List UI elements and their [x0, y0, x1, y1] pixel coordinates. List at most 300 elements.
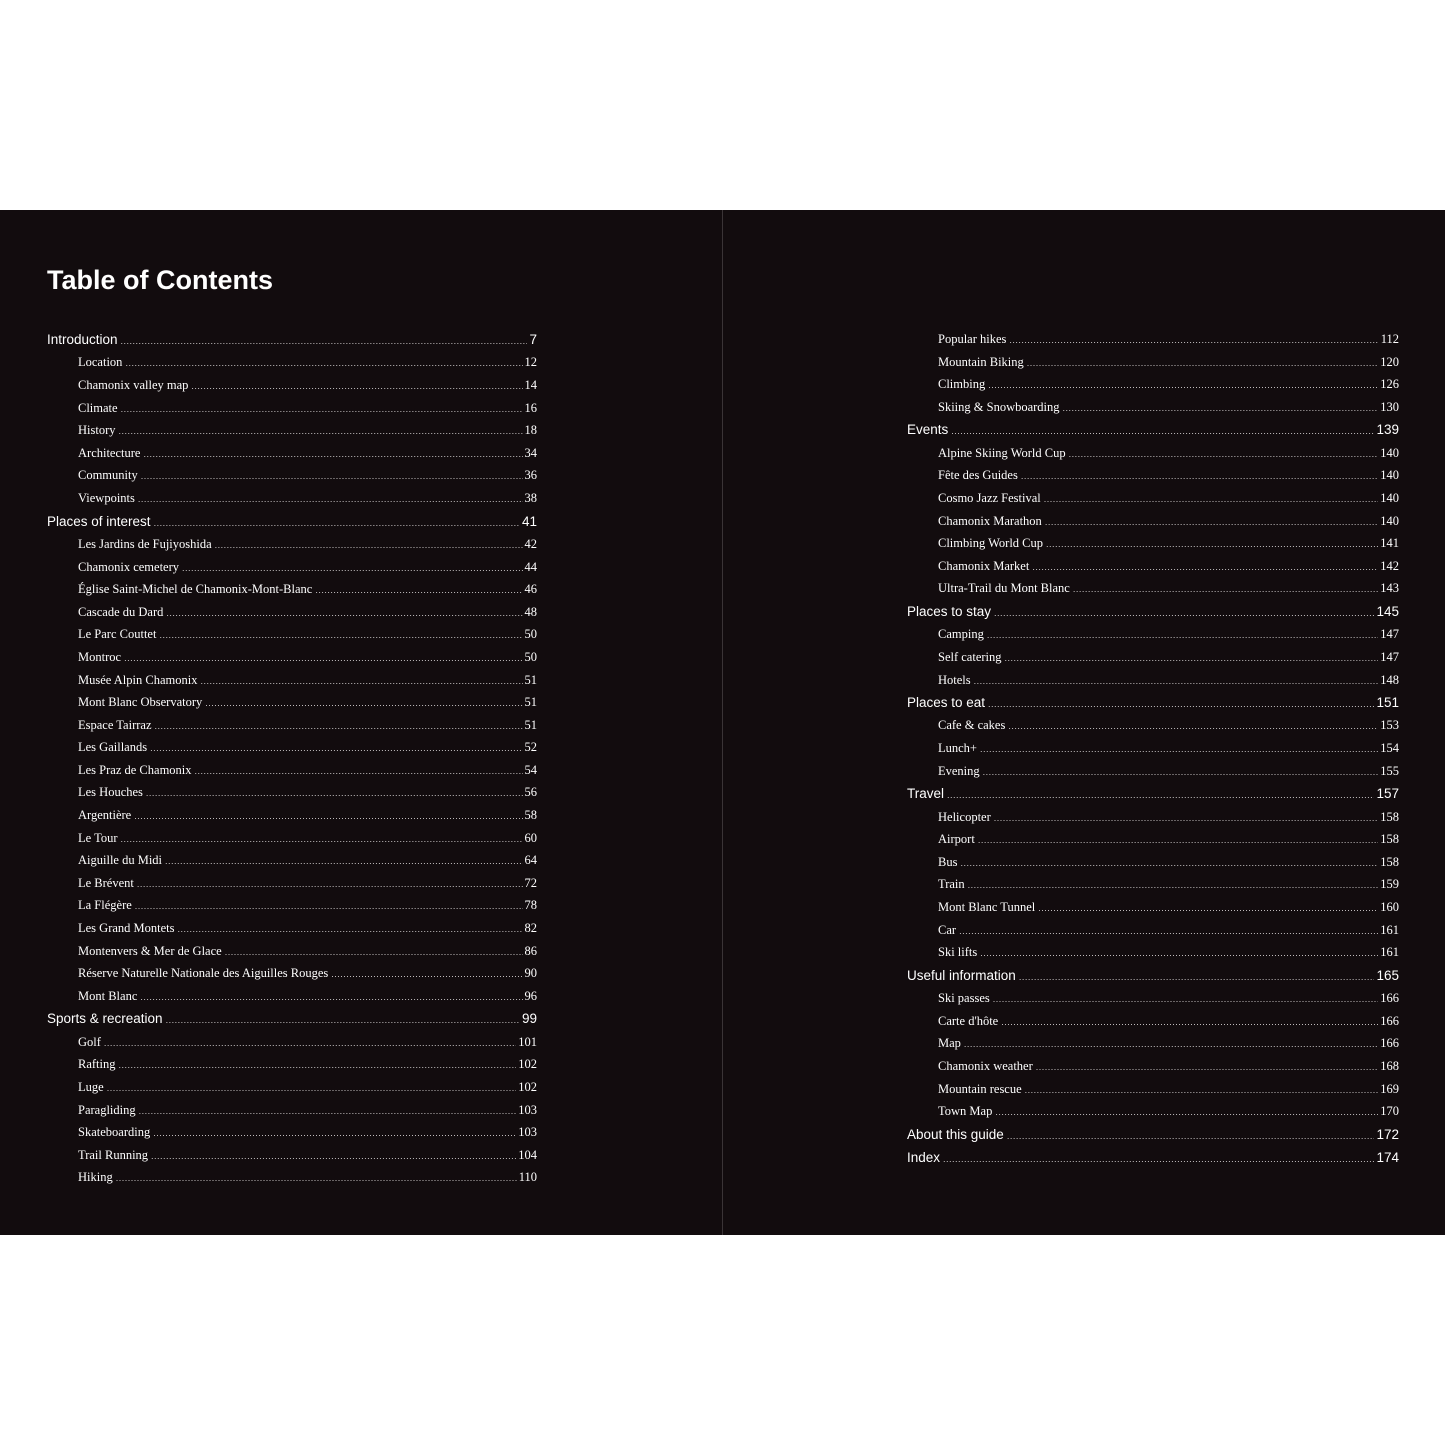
toc-entry-page: 169 — [1380, 1081, 1399, 1096]
dot-leader — [331, 969, 522, 979]
dot-leader — [1069, 449, 1379, 459]
toc-entry-label: Mont Blanc — [78, 988, 138, 1003]
dot-leader — [165, 856, 522, 866]
dot-leader — [154, 518, 520, 528]
toc-subentry[interactable] — [47, 898, 537, 921]
toc-entry-label: Alpine Skiing World Cup — [938, 445, 1066, 460]
toc-section-entry[interactable] — [907, 1127, 1399, 1150]
dot-leader — [107, 1083, 517, 1093]
toc-entry-page: 158 — [1380, 854, 1399, 869]
dot-leader — [134, 811, 522, 821]
toc-subentry[interactable] — [907, 1059, 1399, 1082]
toc-entry-page: 18 — [524, 423, 537, 438]
toc-entry-label: Rafting — [78, 1057, 116, 1072]
dot-leader — [121, 336, 528, 346]
toc-subentry[interactable] — [47, 763, 537, 786]
toc-entry-page: 142 — [1380, 558, 1399, 573]
toc-subentry[interactable] — [907, 991, 1399, 1014]
toc-entry-label: Evening — [938, 763, 980, 778]
toc-entry-page: 51 — [524, 672, 537, 687]
toc-entry-label: Mont Blanc Observatory — [78, 695, 203, 710]
toc-entry-label: Skiing & Snowboarding — [938, 399, 1060, 414]
toc-entry-label: Location — [78, 355, 123, 370]
dot-leader — [1005, 653, 1379, 663]
dot-leader — [151, 1151, 516, 1161]
toc-entry-page: 46 — [524, 582, 537, 597]
toc-right-column — [907, 332, 1399, 1174]
toc-subentry[interactable] — [47, 537, 537, 560]
toc-section-entry[interactable] — [907, 1150, 1399, 1173]
toc-section-entry[interactable] — [907, 695, 1399, 718]
toc-subentry[interactable] — [47, 605, 537, 628]
dot-leader — [139, 1106, 517, 1116]
dot-leader — [994, 608, 1374, 618]
toc-subentry[interactable] — [47, 627, 537, 650]
toc-entry-label: Events — [907, 422, 949, 438]
toc-entry-page: 143 — [1380, 581, 1399, 596]
toc-entry-page: 14 — [524, 377, 537, 392]
dot-leader — [1063, 403, 1379, 413]
dot-leader — [116, 1173, 517, 1183]
dot-leader — [315, 585, 522, 595]
toc-subentry[interactable] — [47, 401, 537, 424]
toc-entry-page: 168 — [1380, 1058, 1399, 1073]
toc-entry-page: 103 — [518, 1125, 537, 1140]
dot-leader — [951, 426, 1374, 436]
toc-entry-page: 158 — [1380, 809, 1399, 824]
toc-subentry[interactable] — [47, 1125, 537, 1148]
toc-left-column — [47, 332, 537, 1193]
toc-entry-label: Skateboarding — [78, 1125, 151, 1140]
toc-entry-label: Places to eat — [907, 695, 986, 711]
toc-subentry[interactable] — [47, 468, 537, 491]
dot-leader — [947, 790, 1374, 800]
toc-entry-label: Le Brévent — [78, 875, 134, 890]
toc-entry-page: 41 — [521, 513, 537, 529]
toc-entry-page: 7 — [529, 332, 537, 347]
toc-entry-label: Argentière — [78, 808, 132, 823]
toc-entry-page: 166 — [1380, 1036, 1399, 1051]
toc-entry-page: 56 — [524, 785, 537, 800]
toc-subentry[interactable] — [907, 923, 1399, 946]
toc-entry-label: Les Gaillands — [78, 740, 148, 755]
toc-entry-label: Golf — [78, 1034, 101, 1049]
toc-entry-page: 103 — [518, 1102, 537, 1117]
toc-entry-page: 159 — [1380, 877, 1399, 892]
dot-leader — [993, 994, 1379, 1004]
dot-leader — [988, 380, 1378, 390]
dot-leader — [974, 676, 1379, 686]
toc-entry-label: Le Tour — [78, 830, 118, 845]
toc-subentry[interactable] — [907, 1014, 1399, 1037]
dot-leader — [121, 834, 523, 844]
toc-subentry[interactable] — [47, 1103, 537, 1126]
toc-subentry[interactable] — [907, 627, 1399, 650]
toc-subentry[interactable] — [47, 853, 537, 876]
toc-subentry[interactable] — [47, 673, 537, 696]
toc-entry-page: 161 — [1380, 922, 1399, 937]
dot-leader — [980, 744, 1378, 754]
toc-subentry[interactable] — [47, 423, 537, 446]
dot-leader — [983, 767, 1379, 777]
toc-entry-label: Climbing World Cup — [938, 536, 1044, 551]
toc-subentry[interactable] — [47, 876, 537, 899]
toc-entry-page: 54 — [524, 762, 537, 777]
toc-entry-page: 151 — [1376, 695, 1399, 711]
toc-entry-label: Paragliding — [78, 1102, 136, 1117]
toc-entry-label: Popular hikes — [938, 332, 1007, 346]
toc-entry-page: 126 — [1380, 377, 1399, 392]
toc-entry-page: 148 — [1380, 672, 1399, 687]
toc-entry-label: Useful information — [907, 967, 1016, 983]
toc-subentry[interactable] — [47, 1170, 537, 1193]
dot-leader — [995, 1107, 1378, 1117]
dot-leader — [166, 608, 522, 618]
toc-subentry[interactable] — [47, 1148, 537, 1171]
dot-leader — [159, 630, 522, 640]
dot-leader — [1046, 539, 1378, 549]
toc-entry-label: Bus — [938, 854, 958, 869]
toc-entry-page: 16 — [524, 400, 537, 415]
toc-entry-label: Les Houches — [78, 785, 143, 800]
toc-entry-label: Cafe & cakes — [938, 718, 1006, 733]
toc-subentry[interactable] — [47, 831, 537, 854]
dot-leader — [121, 404, 523, 414]
toc-subentry[interactable] — [47, 740, 537, 763]
toc-subentry[interactable] — [47, 491, 537, 514]
toc-entry-label: Introduction — [47, 332, 118, 347]
toc-subentry[interactable] — [907, 332, 1399, 355]
book-spread — [0, 210, 1445, 1235]
toc-entry-page: 141 — [1380, 536, 1399, 551]
toc-entry-label: Mountain rescue — [938, 1081, 1022, 1096]
toc-entry-label: Espace Tairraz — [78, 717, 152, 732]
toc-subentry[interactable] — [47, 921, 537, 944]
toc-entry-page: 104 — [518, 1147, 537, 1162]
toc-entry-label: Réserve Naturelle Nationale des Aiguilles Rouges — [78, 966, 329, 981]
toc-entry-page: 145 — [1376, 603, 1399, 619]
toc-entry-label: Places to stay — [907, 603, 992, 619]
toc-entry-page: 161 — [1380, 945, 1399, 960]
toc-entry-label: Chamonix weather — [938, 1058, 1033, 1073]
toc-entry-label: Montenvers & Mer de Glace — [78, 943, 222, 958]
toc-entry-label: Chamonix cemetery — [78, 559, 180, 574]
dot-leader — [178, 924, 523, 934]
toc-subentry[interactable] — [907, 650, 1399, 673]
dot-leader — [225, 947, 523, 957]
toc-entry-label: Community — [78, 468, 138, 483]
dot-leader — [1001, 1017, 1378, 1027]
dot-leader — [138, 494, 523, 504]
dot-leader — [155, 721, 523, 731]
toc-entry-page: 165 — [1376, 967, 1399, 983]
dot-leader — [978, 835, 1378, 845]
toc-entry-label: Ski lifts — [938, 945, 978, 960]
toc-entry-page: 140 — [1380, 468, 1399, 483]
toc-section-entry[interactable] — [907, 422, 1399, 445]
toc-entry-page: 78 — [524, 898, 537, 913]
dot-leader — [125, 358, 522, 368]
toc-entry-page: 140 — [1380, 490, 1399, 505]
toc-subentry[interactable] — [907, 673, 1399, 696]
toc-subentry[interactable] — [907, 491, 1399, 514]
dot-leader — [994, 813, 1378, 823]
toc-entry-label: Travel — [907, 786, 945, 802]
dot-leader — [1027, 358, 1378, 368]
toc-entry-label: Car — [938, 922, 957, 937]
dot-leader — [141, 471, 523, 481]
toc-entry-label: Mountain Biking — [938, 354, 1024, 369]
toc-subentry[interactable] — [47, 989, 537, 1012]
toc-entry-page: 82 — [524, 921, 537, 936]
dot-leader — [119, 426, 523, 436]
toc-entry-label: Town Map — [938, 1104, 993, 1119]
dot-leader — [146, 788, 523, 798]
dot-leader — [150, 743, 522, 753]
dot-leader — [1008, 721, 1378, 731]
toc-subentry[interactable] — [47, 355, 537, 378]
toc-entry-page: 72 — [524, 875, 537, 890]
toc-entry-label: Ski passes — [938, 991, 990, 1006]
toc-entry-page: 51 — [524, 717, 537, 732]
toc-entry-page: 174 — [1376, 1150, 1399, 1166]
toc-entry-label: Aiguille du Midi — [78, 853, 163, 868]
dot-leader — [195, 766, 523, 776]
toc-entry-page: 166 — [1380, 1013, 1399, 1028]
toc-entry-page: 120 — [1380, 354, 1399, 369]
dot-leader — [1019, 972, 1375, 982]
dot-leader — [987, 630, 1378, 640]
toc-entry-label: Chamonix valley map — [78, 377, 189, 392]
toc-entry-label: Chamonix Market — [938, 558, 1030, 573]
toc-subentry[interactable] — [907, 468, 1399, 491]
dot-leader — [153, 1128, 516, 1138]
toc-entry-label: Helicopter — [938, 809, 991, 824]
toc-entry-page: 52 — [524, 740, 537, 755]
toc-entry-page: 50 — [524, 627, 537, 642]
dot-leader — [1025, 1085, 1379, 1095]
toc-subentry[interactable] — [907, 900, 1399, 923]
toc-entry-label: Les Grand Montets — [78, 921, 175, 936]
dot-leader — [1038, 903, 1378, 913]
toc-entry-label: Mont Blanc Tunnel — [938, 900, 1036, 915]
toc-subentry[interactable] — [47, 650, 537, 673]
dot-leader — [943, 1154, 1374, 1164]
toc-subentry[interactable] — [47, 808, 537, 831]
page-title: Table of Contents — [47, 265, 273, 295]
toc-entry-page: 60 — [524, 830, 537, 845]
toc-subentry[interactable] — [47, 695, 537, 718]
dot-leader — [182, 563, 522, 573]
toc-subentry[interactable] — [47, 1080, 537, 1103]
dot-leader — [959, 926, 1378, 936]
toc-entry-label: About this guide — [907, 1126, 1004, 1142]
toc-entry-label: Les Praz de Chamonix — [78, 762, 192, 777]
toc-entry-label: Cosmo Jazz Festival — [938, 490, 1041, 505]
dot-leader — [964, 1039, 1378, 1049]
page-gutter — [722, 210, 723, 1235]
toc-entry-page: 96 — [524, 988, 537, 1003]
toc-section-entry[interactable] — [47, 332, 537, 355]
toc-subentry[interactable] — [47, 785, 537, 808]
dot-leader — [1045, 517, 1378, 527]
toc-entry-label: Chamonix Marathon — [938, 513, 1042, 528]
toc-subentry[interactable] — [907, 741, 1399, 764]
toc-entry-label: Ultra-Trail du Mont Blanc — [938, 581, 1070, 596]
toc-entry-label: Montroc — [78, 649, 122, 664]
toc-subentry[interactable] — [47, 966, 537, 989]
toc-entry-page: 158 — [1380, 832, 1399, 847]
dot-leader — [124, 653, 522, 663]
toc-entry-page: 101 — [518, 1034, 537, 1049]
toc-entry-label: Cascade du Dard — [78, 604, 164, 619]
toc-entry-label: Hiking — [78, 1170, 113, 1185]
toc-entry-label: Train — [938, 877, 965, 892]
toc-entry-label: Église Saint-Michel de Chamonix-Mont-Blanc — [78, 582, 313, 597]
toc-entry-label: Hotels — [938, 672, 971, 687]
dot-leader — [1044, 494, 1378, 504]
toc-subentry[interactable] — [47, 1035, 537, 1058]
dot-leader — [135, 901, 523, 911]
toc-entry-page: 50 — [524, 649, 537, 664]
toc-entry-page: 86 — [524, 943, 537, 958]
toc-subentry[interactable] — [907, 855, 1399, 878]
toc-entry-page: 90 — [524, 966, 537, 981]
toc-subentry[interactable] — [907, 514, 1399, 537]
toc-section-entry[interactable] — [907, 968, 1399, 991]
toc-subentry[interactable] — [47, 446, 537, 469]
toc-entry-page: 44 — [524, 559, 537, 574]
dot-leader — [104, 1038, 516, 1048]
toc-entry-page: 166 — [1380, 991, 1399, 1006]
toc-entry-page: 153 — [1380, 718, 1399, 733]
toc-subentry[interactable] — [907, 764, 1399, 787]
toc-subentry[interactable] — [907, 355, 1399, 378]
dot-leader — [1073, 584, 1378, 594]
dot-leader — [143, 449, 522, 459]
toc-entry-label: Climbing — [938, 377, 986, 392]
toc-entry-label: Carte d'hôte — [938, 1013, 999, 1028]
toc-subentry[interactable] — [907, 945, 1399, 968]
toc-entry-page: 51 — [524, 695, 537, 710]
toc-subentry[interactable] — [907, 1082, 1399, 1105]
dot-leader — [140, 992, 522, 1002]
toc-entry-label: Musée Alpin Chamonix — [78, 672, 198, 687]
toc-entry-page: 172 — [1376, 1126, 1399, 1142]
toc-entry-label: History — [78, 423, 116, 438]
toc-entry-label: Trail Running — [78, 1147, 149, 1162]
toc-entry-page: 34 — [524, 445, 537, 460]
toc-subentry[interactable] — [907, 581, 1399, 604]
toc-entry-label: Sports & recreation — [47, 1011, 163, 1027]
dot-leader — [191, 381, 522, 391]
toc-subentry[interactable] — [907, 810, 1399, 833]
toc-entry-label: Map — [938, 1036, 961, 1051]
toc-subentry[interactable] — [47, 582, 537, 605]
toc-subentry[interactable] — [907, 832, 1399, 855]
toc-subentry[interactable] — [907, 536, 1399, 559]
dot-leader — [1009, 335, 1378, 345]
dot-leader — [137, 879, 523, 889]
toc-entry-page: 12 — [524, 355, 537, 370]
toc-entry-page: 160 — [1380, 900, 1399, 915]
dot-leader — [215, 540, 523, 550]
toc-entry-label: Les Jardins de Fujiyoshida — [78, 536, 212, 551]
toc-subentry[interactable] — [907, 1104, 1399, 1127]
toc-entry-page: 102 — [518, 1079, 537, 1094]
toc-subentry[interactable] — [47, 944, 537, 967]
toc-subentry[interactable] — [907, 1036, 1399, 1059]
toc-entry-page: 112 — [1380, 332, 1399, 346]
toc-entry-page: 147 — [1380, 627, 1399, 642]
toc-entry-page: 154 — [1380, 741, 1399, 756]
toc-entry-page: 38 — [524, 490, 537, 505]
dot-leader — [1021, 471, 1378, 481]
toc-entry-page: 42 — [524, 536, 537, 551]
toc-entry-label: Climate — [78, 400, 118, 415]
dot-leader — [119, 1060, 517, 1070]
toc-entry-label: Viewpoints — [78, 490, 135, 505]
toc-entry-page: 140 — [1380, 445, 1399, 460]
toc-entry-page: 48 — [524, 604, 537, 619]
toc-entry-label: Lunch+ — [938, 741, 977, 756]
toc-entry-label: Places of interest — [47, 513, 151, 529]
toc-entry-page: 139 — [1376, 422, 1399, 438]
toc-subentry[interactable] — [907, 400, 1399, 423]
toc-entry-label: Le Parc Couttet — [78, 627, 157, 642]
toc-entry-page: 102 — [518, 1057, 537, 1072]
toc-entry-label: Architecture — [78, 445, 141, 460]
toc-entry-page: 147 — [1380, 649, 1399, 664]
toc-subentry[interactable] — [907, 377, 1399, 400]
toc-entry-label: Camping — [938, 627, 984, 642]
toc-subentry[interactable] — [907, 446, 1399, 469]
dot-leader — [1007, 1131, 1375, 1141]
toc-entry-label: Self catering — [938, 649, 1002, 664]
toc-section-entry[interactable] — [47, 514, 537, 537]
toc-entry-page: 64 — [524, 853, 537, 868]
toc-entry-page: 170 — [1380, 1104, 1399, 1119]
toc-entry-label: Fête des Guides — [938, 468, 1018, 483]
dot-leader — [960, 858, 1378, 868]
toc-section-entry[interactable] — [47, 1011, 537, 1034]
toc-subentry[interactable] — [907, 718, 1399, 741]
toc-entry-label: La Flégère — [78, 898, 132, 913]
toc-entry-page: 130 — [1380, 399, 1399, 414]
dot-leader — [1036, 1062, 1378, 1072]
toc-entry-page: 36 — [524, 468, 537, 483]
toc-entry-label: Luge — [78, 1079, 104, 1094]
dot-leader — [1032, 562, 1378, 572]
toc-subentry[interactable] — [47, 1057, 537, 1080]
toc-subentry[interactable] — [907, 877, 1399, 900]
toc-section-entry[interactable] — [907, 786, 1399, 809]
toc-entry-page: 140 — [1380, 513, 1399, 528]
toc-section-entry[interactable] — [907, 604, 1399, 627]
toc-entry-page: 110 — [518, 1170, 537, 1185]
toc-entry-label: Index — [907, 1150, 941, 1166]
dot-leader — [980, 948, 1378, 958]
toc-subentry[interactable] — [47, 378, 537, 401]
toc-subentry[interactable] — [47, 560, 537, 583]
toc-subentry[interactable] — [907, 559, 1399, 582]
dot-leader — [988, 699, 1374, 709]
toc-subentry[interactable] — [47, 718, 537, 741]
toc-entry-page: 155 — [1380, 763, 1399, 778]
dot-leader — [166, 1015, 520, 1025]
toc-entry-label: Airport — [938, 832, 975, 847]
dot-leader — [968, 880, 1379, 890]
